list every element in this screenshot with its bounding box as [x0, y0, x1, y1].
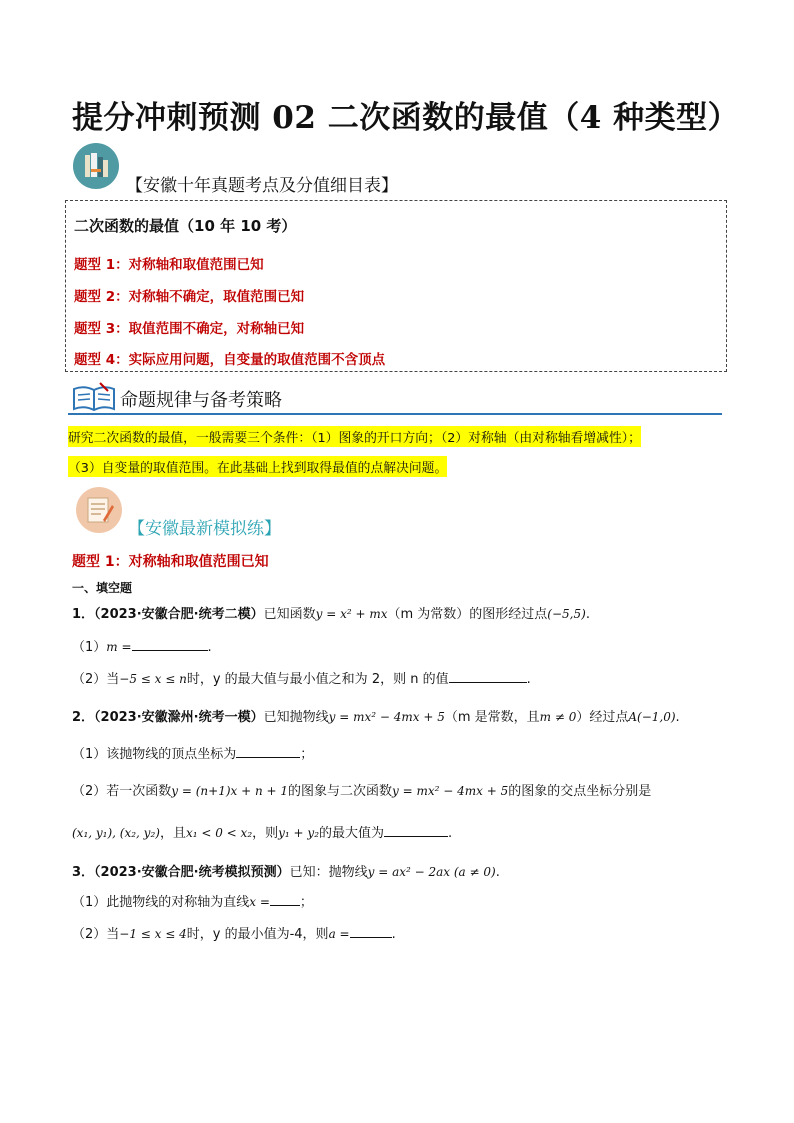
question-2-part-1: （1）该抛物线的顶点坐标为 ；: [72, 747, 314, 762]
type-item: 题型 1：对称轴和取值范围已知: [74, 257, 264, 273]
strategy-text-line: （3）自变量的取值范围。在此基础上找到取得最值的点解决问题。: [68, 456, 447, 477]
type-item: 题型 4：实际应用问题，自变量的取值范围不含顶点: [74, 352, 386, 368]
question-2-part-2: （2）若一次函数y = (n+1)x + n + 1的图象与二次函数y = mx² − 4mx + 5的图象的交点坐标分别是: [72, 784, 652, 799]
strategy-text-line: 研究二次函数的最值，一般需要三个条件：（1）图象的开口方向；（2）对称轴（由对称轴看增减性）；: [68, 426, 641, 447]
practice-icon: [76, 487, 122, 533]
answer-blank[interactable]: [449, 670, 527, 683]
question-3-part-2: （2）当−1 ≤ x ≤ 4时，y 的最小值为-4，则a = .: [72, 927, 396, 942]
question-2: 2．（2023·安徽滁州·统考一模）已知抛物线y = mx² − 4mx + 5（m 是常数，且m ≠ 0）经过点A(−1,0).: [72, 710, 680, 725]
strategy-divider: [68, 413, 722, 415]
type-item: 题型 3：取值范围不确定，对称轴已知: [74, 321, 305, 337]
section-header-table: 【安徽十年真题考点及分值细目表】: [126, 176, 398, 196]
question-1: 1．（2023·安徽合肥·统考二模）已知函数y = x² + mx（m 为常数）的图形经过点(−5,5).: [72, 607, 590, 622]
question-2-part-2-cont: (x₁, y₁), (x₂, y₂)，且x₁ < 0 < x₂，则y₁ + y₂的最大值为 .: [72, 826, 453, 841]
books-icon: [73, 143, 119, 189]
point: A(−1,0): [628, 710, 676, 724]
section-header-practice: 【安徽最新模拟练】: [128, 519, 281, 539]
formula: y = mx² − 4mx + 5: [328, 710, 445, 724]
question-1-part-2: （2）当−5 ≤ x ≤ n时，y 的最大值与最小值之和为 2，则 n 的值 .: [72, 672, 531, 687]
formula: y = x² + mx: [315, 607, 388, 621]
question-source: 3．（2023·安徽合肥·统考模拟预测）: [72, 865, 290, 880]
answer-blank[interactable]: [132, 638, 208, 651]
answer-blank[interactable]: [270, 893, 300, 906]
question-source: 2．（2023·安徽滁州·统考一模）: [72, 710, 264, 725]
answer-blank[interactable]: [350, 925, 392, 938]
formula: y = ax² − 2ax (a ≠ 0): [367, 865, 496, 879]
page-title: 提分冲刺预测 02 二次函数的最值（4 种类型）: [72, 100, 740, 136]
question-1-part-1: （1）m = .: [72, 640, 212, 655]
point: (−5,5): [547, 607, 586, 621]
open-book-icon: [72, 381, 116, 417]
topic-box: [65, 200, 727, 372]
box-title: 二次函数的最值（10 年 10 考）: [74, 217, 297, 235]
answer-blank[interactable]: [384, 824, 448, 837]
question-3-part-1: （1）此抛物线的对称轴为直线x = ；: [72, 895, 313, 910]
type-heading: 题型 1：对称轴和取值范围已知: [72, 554, 269, 570]
strategy-title: 命题规律与备考策略: [120, 390, 282, 411]
question-source: 1．（2023·安徽合肥·统考二模）: [72, 607, 264, 622]
section-label: 一、填空题: [72, 581, 133, 595]
answer-blank[interactable]: [236, 745, 300, 758]
type-item: 题型 2：对称轴不确定，取值范围已知: [74, 289, 305, 305]
question-3: 3．（2023·安徽合肥·统考模拟预测）已知：抛物线y = ax² − 2ax (a ≠ 0).: [72, 865, 500, 880]
